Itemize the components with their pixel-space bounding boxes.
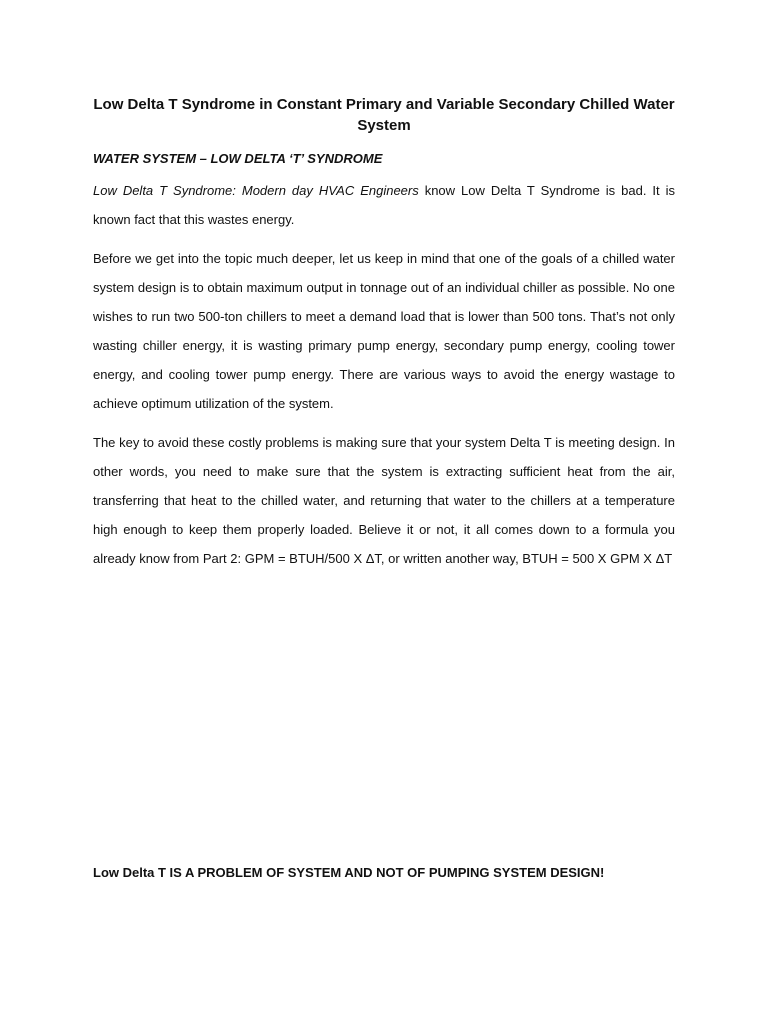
intro-text: know Low Delta T Syndrome is bad. It is known fact that this wastes energy. xyxy=(93,183,675,227)
intro-paragraph xyxy=(93,176,675,234)
document-body xyxy=(93,94,675,583)
paragraph-key-formula: The key to avoid these costly problems is making sure that your system Delta T is meeting design. In other words, you need to make sure that the system is extracting sufficient heat from the air, transferring that heat to the chilled water, and returning that water to the chillers at a temperature high enough to keep them properly loaded. Believe it or not, it all comes down to a formula you already know from Part 2: GPM = BTUH/500 X ΔT, or written another way, BTUH = 500 X GPM X ΔT xyxy=(93,435,675,566)
paragraph-goals: Before we get into the topic much deeper, let us keep in mind that one of the goals of a chilled water system design is to obtain maximum output in tonnage out of an individual chiller as possible. No one wishes to run two 500-ton chillers to meet a demand load that is lower than 500 tons. That’s not only wasting chiller energy, it is wasting primary pump energy, secondary pump energy, cooling tower energy, and cooling tower pump energy. There are various ways to avoid the energy wastage to achieve optimum utilization of the system. xyxy=(93,251,675,411)
document-title: Low Delta T Syndrome in Constant Primary and Variable Secondary Chilled Water System xyxy=(93,96,675,134)
section-heading: WATER SYSTEM – LOW DELTA ‘T’ SYNDROME xyxy=(93,151,383,166)
footer-note: Low Delta T IS A PROBLEM OF SYSTEM AND NOT OF PUMPING SYSTEM DESIGN! xyxy=(93,865,605,880)
intro-italic-lead: Low Delta T Syndrome: Modern day HVAC Engineers xyxy=(93,183,419,198)
